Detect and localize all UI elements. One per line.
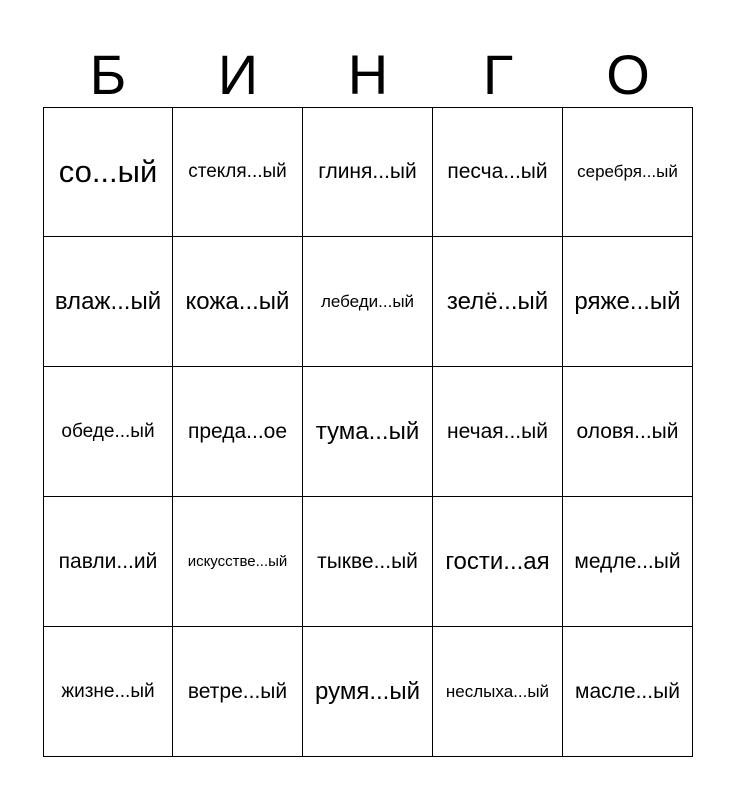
bingo-cell-r5c2[interactable]: ветре...ый (173, 627, 303, 757)
bingo-cell-r5c4[interactable]: неслыха...ый (433, 627, 563, 757)
bingo-cell-r2c2[interactable]: кожа...ый (173, 237, 303, 367)
bingo-cell-r4c2[interactable]: искусстве...ый (173, 497, 303, 627)
bingo-cell-r2c5[interactable]: ряже...ый (563, 237, 693, 367)
bingo-cell-r5c3[interactable]: румя...ый (303, 627, 433, 757)
bingo-cell-r4c3[interactable]: тыкве...ый (303, 497, 433, 627)
bingo-cell-r4c1[interactable]: павли...ий (43, 497, 173, 627)
bingo-cell-r1c5[interactable]: серебря...ый (563, 107, 693, 237)
bingo-cell-r2c4[interactable]: зелё...ый (433, 237, 563, 367)
bingo-cell-r1c3[interactable]: глиня...ый (303, 107, 433, 237)
bingo-cell-r4c4[interactable]: гости...ая (433, 497, 563, 627)
bingo-cell-r4c5[interactable]: медле...ый (563, 497, 693, 627)
bingo-board (43, 107, 693, 757)
bingo-cell-r1c1[interactable]: со...ый (43, 107, 173, 237)
header-letter-o: О (606, 43, 650, 106)
bingo-header (43, 42, 693, 108)
header-letter-i: И (217, 43, 259, 106)
bingo-cell-r3c3[interactable]: тума...ый (303, 367, 433, 497)
bingo-cell-r2c3[interactable]: лебеди...ый (303, 237, 433, 367)
bingo-cell-r5c5[interactable]: масле...ый (563, 627, 693, 757)
bingo-cell-r1c2[interactable]: стекля...ый (173, 107, 303, 237)
bingo-cell-r5c1[interactable]: жизне...ый (43, 627, 173, 757)
header-letter-g: Г (482, 43, 514, 106)
bingo-cell-r2c1[interactable]: влаж...ый (43, 237, 173, 367)
header-letter-b: Б (89, 43, 127, 106)
bingo-cell-r1c4[interactable]: песча...ый (433, 107, 563, 237)
bingo-cell-r3c1[interactable]: обеде...ый (43, 367, 173, 497)
bingo-cell-r3c4[interactable]: нечая...ый (433, 367, 563, 497)
header-letter-n: Н (347, 43, 389, 106)
bingo-cell-r3c5[interactable]: оловя...ый (563, 367, 693, 497)
bingo-cell-r3c2[interactable]: преда...ое (173, 367, 303, 497)
